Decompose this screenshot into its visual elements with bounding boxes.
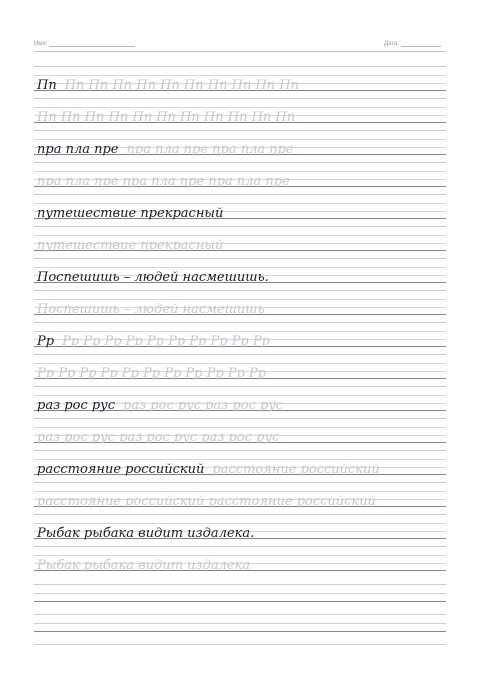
guide-line — [34, 322, 446, 323]
practice-row — [34, 386, 446, 416]
trace-text: путешествие прекрасный — [37, 238, 224, 253]
name-field[interactable] — [34, 40, 135, 47]
guide-line — [34, 354, 446, 355]
row-text — [37, 556, 250, 572]
date-field[interactable] — [384, 40, 441, 47]
model-text: расстояние российский — [37, 462, 205, 477]
trace-text: расстояние российский расстояние российский — [37, 494, 376, 509]
practice-row — [34, 290, 446, 320]
row-text — [37, 108, 295, 124]
model-text: Поспешишь – людей насмешишь. — [37, 270, 269, 285]
trace-text: раз рос рус раз рос рус раз рос рус — [37, 430, 280, 445]
header-divider — [34, 51, 446, 52]
date-label: Дата: — [384, 41, 399, 47]
blank-line — [34, 644, 446, 645]
model-text: пра пла пре — [37, 142, 119, 157]
name-blank — [49, 40, 135, 47]
row-text — [37, 364, 266, 380]
row-text — [37, 76, 299, 92]
guide-line — [34, 194, 446, 195]
trace-text: пра пла пре пра пла пре пра пла пре — [37, 174, 290, 189]
guide-line — [34, 66, 446, 67]
practice-row — [34, 546, 446, 576]
model-text: Пп — [37, 78, 57, 93]
row-text — [37, 172, 290, 188]
model-text: путешествие прекрасный — [37, 206, 224, 221]
practice-row — [34, 194, 446, 224]
practice-row — [34, 98, 446, 128]
practice-row — [34, 130, 446, 160]
practice-row — [34, 482, 446, 512]
trace-text: расстояние российский — [212, 462, 380, 477]
blank-baseline — [34, 601, 446, 602]
row-text — [37, 300, 265, 316]
trace-text: Поспешишь – людей насмешишь — [37, 302, 265, 317]
blank-baseline — [34, 631, 446, 632]
practice-row — [34, 226, 446, 256]
guide-line — [34, 98, 446, 99]
date-blank — [401, 40, 441, 47]
row-text — [37, 524, 254, 540]
guide-line — [34, 162, 446, 163]
guide-line — [34, 258, 446, 259]
guide-line — [34, 290, 446, 291]
trace-text: раз рос рус раз рос рус — [123, 398, 284, 413]
model-text: Рр — [37, 334, 55, 349]
trace-text: Рр Рр Рр Рр Рр Рр Рр Рр Рр Рр Рр — [37, 366, 267, 381]
practice-row — [34, 66, 446, 96]
blank-line — [34, 614, 446, 615]
row-text — [37, 268, 269, 284]
blank-line — [34, 623, 446, 624]
guide-line — [34, 226, 446, 227]
row-text — [37, 428, 279, 444]
guide-line — [34, 546, 446, 547]
name-label: Имя: — [34, 41, 48, 47]
practice-row — [34, 418, 446, 448]
practice-row — [34, 514, 446, 544]
guide-line — [34, 450, 446, 451]
trace-text: Пп Пп Пп Пп Пп Пп Пп Пп Пп Пп — [64, 78, 300, 93]
row-text — [37, 396, 283, 412]
trace-text: Пп Пп Пп Пп Пп Пп Пп Пп Пп Пп Пп — [37, 110, 296, 125]
trace-text: пра пла пре пра пла пре — [126, 142, 294, 157]
row-text — [37, 492, 376, 508]
practice-row — [34, 322, 446, 352]
model-text: Рыбак рыбака видит издалека. — [37, 526, 255, 541]
practice-row — [34, 258, 446, 288]
practice-row — [34, 354, 446, 384]
row-text — [37, 236, 223, 252]
row-text — [37, 332, 270, 348]
practice-row — [34, 450, 446, 480]
row-text — [37, 140, 294, 156]
guide-line — [34, 386, 446, 387]
blank-line — [34, 593, 446, 594]
guide-line — [34, 482, 446, 483]
guide-line — [34, 418, 446, 419]
trace-text: Рыбак рыбака видит издалека — [37, 558, 251, 573]
trace-text: Рр Рр Рр Рр Рр Рр Рр Рр Рр Рр — [62, 334, 270, 349]
row-text — [37, 204, 223, 220]
practice-row — [34, 162, 446, 192]
model-text: раз рос рус — [37, 398, 115, 413]
guide-line — [34, 130, 446, 131]
blank-line — [34, 584, 446, 585]
row-text — [37, 460, 380, 476]
guide-line — [34, 514, 446, 515]
